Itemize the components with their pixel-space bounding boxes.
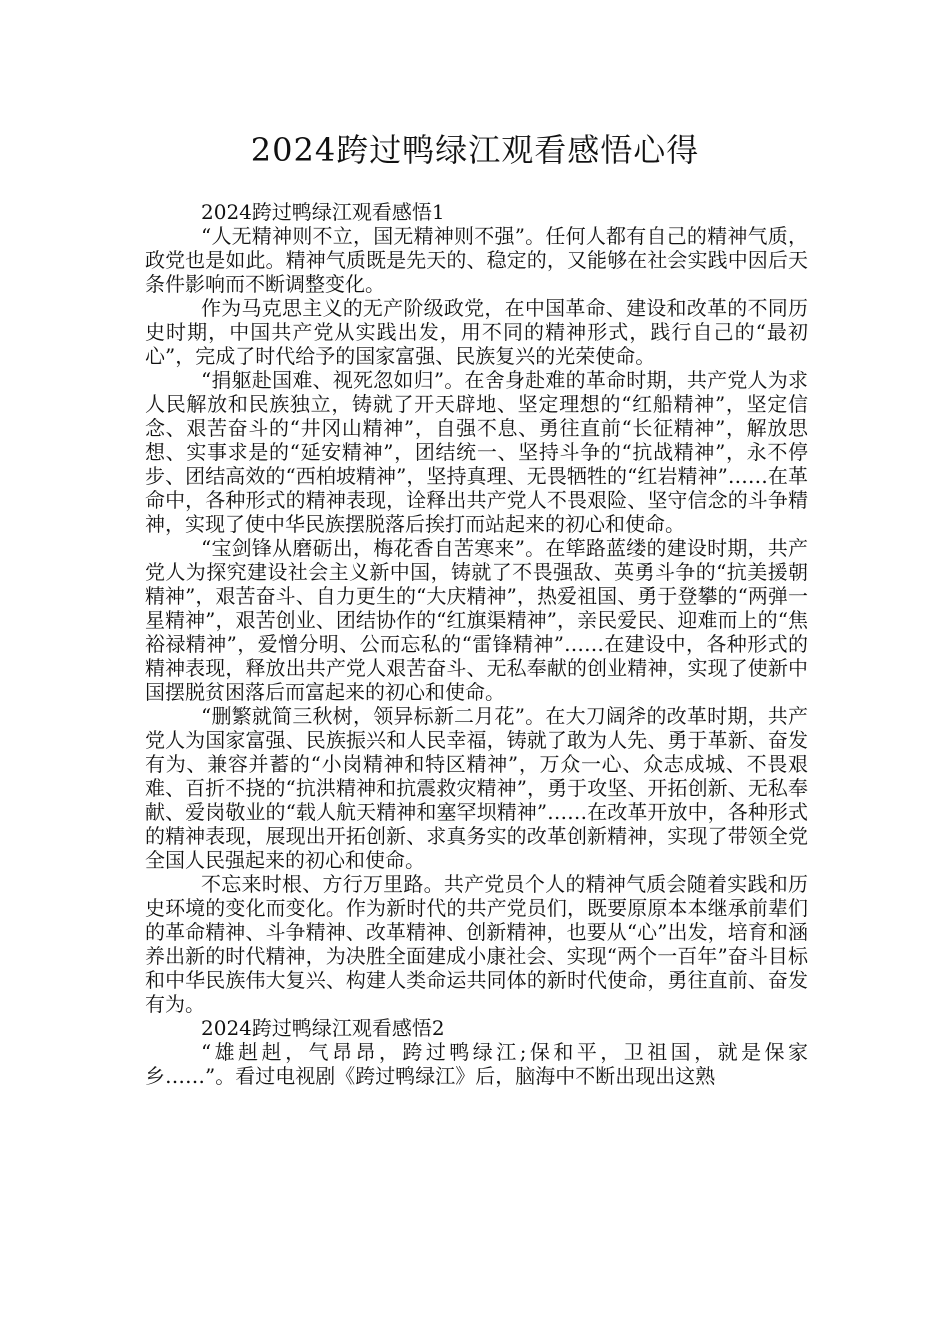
document-title: 2024跨过鸭绿江观看感悟心得 (250, 131, 700, 169)
body-paragraph: “删繁就简三秋树，领异标新二月花”。在大刀阔斧的改革时期，共产党人为国家富强、民族振兴和人民幸福，铸就了敢为人先、勇于革新、奋发有为、兼容并蓄的“小岗精神和特区精神”，万众一心、众志成城、不畏艰难、百折不挠的“抗洪精神和抗震救灾精神”，勇于攻坚、开拓创新、无私奉献、爱岗敬业的“载人航天精神和塞罕坝精神”……在改革开放中，各种形式的精神表现，展现出开拓创新、求真务实的改革创新精神，实现了带领全党全国人民强起来的初心和使命。 (145, 704, 808, 872)
document-body (145, 200, 808, 1088)
section-heading: 2024跨过鸭绿江观看感悟1 (201, 200, 445, 224)
body-paragraph: “雄赳赳，气昂昂，跨过鸭绿江;保和平，卫祖国，就是保家乡……”。看过电视剧《跨过鸭绿江》后，脑海中不断出现出这熟 (145, 1040, 808, 1088)
section-heading: 2024跨过鸭绿江观看感悟2 (201, 1016, 445, 1040)
body-paragraph: “捐躯赴国难、视死忽如归”。在舍身赴难的革命时期，共产党人为求人民解放和民族独立，铸就了开天辟地、坚定理想的“红船精神”，坚定信念、艰苦奋斗的“井冈山精神”，自强不息、勇往直前“长征精神”，解放思想、实事求是的“延安精神”，团结统一、坚持斗争的“抗战精神”，永不停步、团结高效的“西柏坡精神”，坚持真理、无畏牺牲的“红岩精神”……在革命中，各种形式的精神表现，诠释出共产党人不畏艰险、坚守信念的斗争精神，实现了使中华民族摆脱落后挨打而站起来的初心和使命。 (145, 368, 808, 536)
body-paragraph: 作为马克思主义的无产阶级政党，在中国革命、建设和改革的不同历史时期，中国共产党从实践出发，用不同的精神形式，践行自己的“最初心”，完成了时代给予的国家富强、民族复兴的光荣使命。 (145, 296, 808, 368)
body-paragraph: “人无精神则不立，国无精神则不强”。任何人都有自己的精神气质，政党也是如此。精神气质既是先天的、稳定的，又能够在社会实践中因后天条件影响而不断调整变化。 (145, 224, 808, 296)
body-paragraph: “宝剑锋从磨砺出，梅花香自苦寒来”。在筚路蓝缕的建设时期，共产党人为探究建设社会主义新中国，铸就了不畏强敌、英勇斗争的“抗美援朝精神”，艰苦奋斗、自力更生的“大庆精神”，热爱祖国、勇于登攀的“两弹一星精神”，艰苦创业、团结协作的“红旗渠精神”，亲民爱民、迎难而上的“焦裕禄精神”，爱憎分明、公而忘私的“雷锋精神”……在建设中，各种形式的精神表现，释放出共产党人艰苦奋斗、无私奉献的创业精神，实现了使新中国摆脱贫困落后而富起来的初心和使命。 (145, 536, 808, 704)
body-paragraph: 不忘来时根、方行万里路。共产党员个人的精神气质会随着实践和历史环境的变化而变化。作为新时代的共产党员们，既要原原本本继承前辈们的革命精神、斗争精神、改革精神、创新精神，也要从“心”出发，培育和涵养出新的时代精神，为决胜全面建成小康社会、实现“两个一百年”奋斗目标和中华民族伟大复兴、构建人类命运共同体的新时代使命，勇往直前、奋发有为。 (145, 872, 808, 1016)
